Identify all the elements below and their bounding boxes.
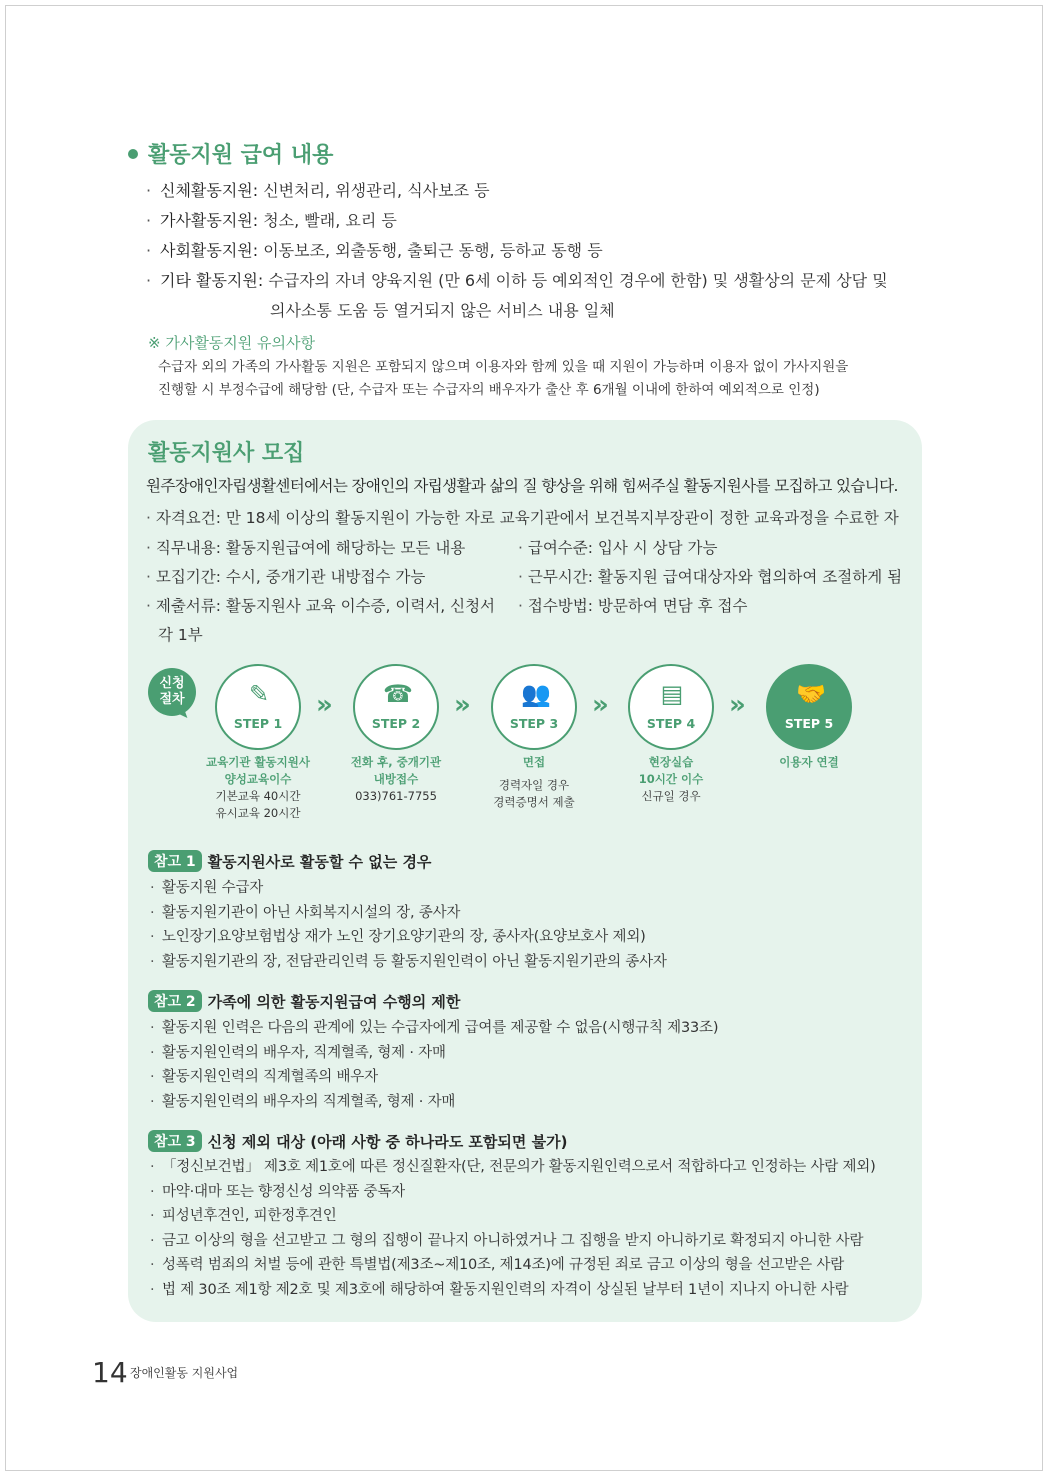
note-title: ※ 가사활동지원 유의사항: [148, 334, 316, 352]
step-2-description: [326, 754, 466, 805]
list-item: · 활동지원인력의 배우자, 직계혈족, 형제 · 자매: [150, 1041, 718, 1066]
step-desc-sub: 033)761-7755: [355, 789, 437, 803]
reference-1-list: [150, 876, 667, 974]
step-desc-main: 현장실습: [648, 755, 694, 769]
reference-tag: 참고 3: [148, 1130, 202, 1152]
people-icon: 👥: [521, 680, 551, 708]
step-label: STEP 2: [371, 716, 421, 731]
step-label: STEP 4: [646, 716, 696, 731]
recruit-intro: 원주장애인자립생활센터에서는 장애인의 자립생활과 삶의 질 향상을 위해 힘써주실 활동지원사를 모집하고 있습니다.: [146, 477, 898, 495]
badge-line: 신청: [159, 676, 185, 691]
note-body: [158, 356, 918, 402]
step-4: [628, 664, 714, 750]
requirement-documents: · 제출서류: 활동지원사 교육 이수증, 이력서, 신청서: [146, 594, 495, 616]
reference-3-heading: [148, 1130, 567, 1152]
list-item: · 성폭력 범죄의 처벌 등에 관한 특별법(제3조~제10조, 제14조)에 규정된 죄로 금고 이상의 형을 선고받은 사람: [150, 1253, 876, 1278]
step-desc-sub: 유시교육 20시간: [215, 806, 301, 820]
item-label: 기타 활동지원:: [160, 271, 264, 290]
chevron-right-icon: »: [729, 690, 740, 720]
reference-2-heading: [148, 990, 460, 1012]
list-item: · 금고 이상의 형을 선고받고 그 형의 집행이 끝나지 아니하였거나 그 집행을 받지 아니하기로 확정되지 아니한 사람: [150, 1229, 876, 1254]
note-line: 진행할 시 부정수급에 해당함 (단, 수급자 또는 수급자의 배우자가 출산 후 6개월 이내에 한하여 예외적으로 인정): [158, 382, 820, 398]
step-3-description: [464, 754, 604, 811]
step-desc-sub: 기본교육 40시간: [215, 789, 301, 803]
apply-process-badge: [148, 668, 196, 716]
list-item: · 법 제 30조 제1항 제2호 및 제3호에 해당하여 활동지원인력의 자격이 상실된 날부터 1년이 지나지 아니한 사람: [150, 1278, 876, 1303]
item-text: 청소, 빨래, 요리 등: [258, 211, 397, 230]
step-5-description: [739, 754, 879, 771]
list-item: · 「정신보건법」 제3호 제1호에 따른 정신질환자(단, 전문의가 활동지원인력으로서 적합하다고 인정하는 사람 제외): [150, 1155, 876, 1180]
reference-tag: 참고 1: [148, 850, 202, 872]
chevron-right-icon: »: [592, 690, 603, 720]
step-desc-main: 내방접수: [373, 772, 419, 786]
requirement-salary: · 급여수준: 입사 시 상담 가능: [518, 536, 718, 558]
handshake-icon: 🤝: [796, 680, 826, 708]
footer-title: 장애인활동 지원사업: [130, 1366, 239, 1380]
benefit-list: [146, 176, 888, 326]
list-item: · 마약·대마 또는 향정신성 의약품 중독자: [150, 1180, 876, 1205]
recruit-title: 활동지원사 모집: [148, 441, 305, 466]
requirement-period: · 모집기간: 수시, 중개기관 내방접수 가능: [146, 565, 425, 587]
step-desc-sub: 신규일 경우: [641, 789, 701, 803]
step-5: [766, 664, 852, 750]
reference-3-list: [150, 1155, 876, 1303]
list-item: · 활동지원기관의 장, 전담관리인력 등 활동지원인력이 아닌 활동지원기관의 종사자: [150, 950, 667, 975]
step-label: STEP 3: [509, 716, 559, 731]
item-label: 신체활동지원:: [160, 181, 259, 200]
reference-1-heading: [148, 850, 431, 872]
step-desc-main: 10시간 이수: [638, 772, 704, 786]
item-label: 사회활동지원:: [160, 241, 259, 260]
chevron-right-icon: »: [454, 690, 465, 720]
reference-title: 활동지원사로 활동할 수 없는 경우: [207, 852, 432, 871]
requirement-duty: · 직무내용: 활동지원급여에 해당하는 모든 내용: [146, 536, 465, 558]
list-item: [146, 176, 888, 206]
step-label: STEP 1: [233, 716, 283, 731]
bullet-dot-icon: [128, 149, 138, 159]
step-desc-sub: 경력자일 경우: [498, 778, 570, 792]
item-text: 수급자의 자녀 양육지원 (만 6세 이하 등 예외적인 경우에 한함) 및 생활상의 문제 상담 및: [263, 271, 888, 290]
section-title-text: 활동지원 급여 내용: [148, 143, 334, 168]
step-label: STEP 5: [784, 716, 834, 731]
list-item: · 활동지원인력의 배우자의 직계혈족, 형제 · 자매: [150, 1090, 718, 1115]
badge-line: 절차: [159, 692, 185, 707]
note-line: 수급자 외의 가족의 가사활동 지원은 포함되지 않으며 이용자와 함께 있을 때 지원이 가능하며 이용자 없이 가사지원을: [158, 359, 849, 375]
step-desc-main: 양성교육이수: [224, 772, 292, 786]
list-item: [146, 236, 888, 266]
item-text: 이동보조, 외출동행, 출퇴근 동행, 등하교 동행 등: [258, 241, 603, 260]
list-item: · 활동지원인력의 직계혈족의 배우자: [150, 1065, 718, 1090]
list-item: · 피성년후견인, 피한정후견인: [150, 1204, 876, 1229]
reference-title: 신청 제외 대상 (아래 사항 중 하나라도 포함되면 불가): [207, 1132, 568, 1151]
step-desc-main: 교육기관 활동지원사: [206, 755, 310, 769]
list-item: [146, 266, 888, 296]
step-desc-sub: 경력증명서 제출: [493, 795, 575, 809]
page-number: 14: [92, 1356, 128, 1389]
list-item: · 활동지원 인력은 다음의 관계에 있는 수급자에게 급여를 제공할 수 없음(시행규칙 제33조): [150, 1016, 718, 1041]
pencil-icon: ✎: [248, 680, 270, 708]
reference-tag: 참고 2: [148, 990, 202, 1012]
list-item: · 활동지원기관이 아닌 사회복지시설의 장, 종사자: [150, 901, 667, 926]
reference-title: 가족에 의한 활동지원급여 수행의 제한: [207, 992, 461, 1011]
step-4-description: [601, 754, 741, 805]
requirement-hours: · 근무시간: 활동지원 급여대상자와 협의하여 조절하게 됨: [518, 565, 902, 587]
requirement-method: · 접수방법: 방문하여 면담 후 접수: [518, 594, 747, 616]
reference-2-list: [150, 1016, 718, 1114]
list-item: [146, 206, 888, 236]
step-desc-main: 전화 후, 중개기관: [350, 755, 442, 769]
chevron-right-icon: »: [316, 690, 327, 720]
list-item: · 노인장기요양보험법상 재가 노인 장기요양기관의 장, 종사자(요양보호사 제외): [150, 925, 667, 950]
item-label: 가사활동지원:: [160, 211, 259, 230]
step-1: [215, 664, 301, 750]
certificate-icon: ▤: [660, 680, 684, 708]
section-title: [128, 138, 333, 169]
requirement-documents-cont: 각 1부: [158, 626, 203, 644]
phone-icon: ☎: [383, 680, 413, 708]
item-text: 신변처리, 위생관리, 식사보조 등: [258, 181, 490, 200]
step-desc-main: 이용자 연결: [779, 755, 839, 769]
list-item-continuation: 의사소통 도움 등 열거되지 않은 서비스 내용 일체: [270, 301, 615, 320]
step-1-description: [188, 754, 328, 822]
list-item: · 활동지원 수급자: [150, 876, 667, 901]
step-3: [491, 664, 577, 750]
step-desc-main: 면접: [522, 755, 546, 769]
requirement-qualification: · 자격요건: 만 18세 이상의 활동지원이 가능한 자로 교육기관에서 보건복지부장관이 정한 교육과정을 수료한 자: [146, 506, 899, 528]
step-2: [353, 664, 439, 750]
